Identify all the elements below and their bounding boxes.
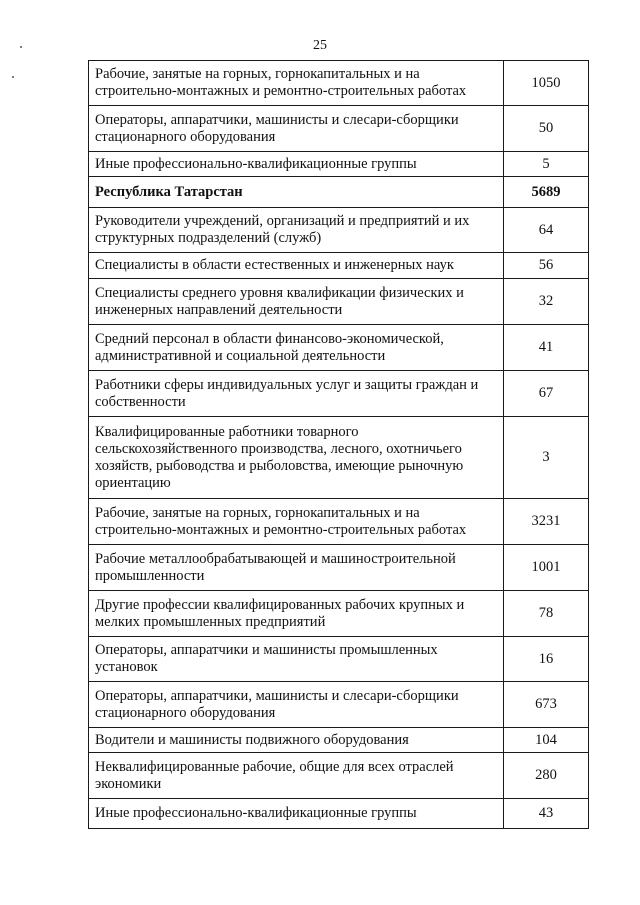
count-cell: 16 [504,637,589,682]
count-cell: 67 [504,371,589,417]
count-cell: 78 [504,591,589,637]
table-row [89,325,589,371]
count-cell: 1001 [504,545,589,591]
table-row [89,728,589,753]
table-row [89,152,589,177]
table-row [89,753,589,799]
count-cell: 64 [504,208,589,253]
occupation-group-cell: Средний персонал в области финансово-экономической, административной и социальной деятельности [89,325,504,371]
table-row [89,417,589,499]
occupation-group-cell: Специалисты в области естественных и инженерных наук [89,253,504,279]
count-cell: 5689 [504,177,589,208]
occupation-group-cell: Республика Татарстан [89,177,504,208]
table-row [89,106,589,152]
table-row [89,545,589,591]
count-cell: 104 [504,728,589,753]
occupation-table [88,60,589,829]
occupation-group-cell: Иные профессионально-квалификационные группы [89,152,504,177]
table-row [89,279,589,325]
table-row [89,637,589,682]
table-row [89,371,589,417]
occupation-group-cell: Водители и машинисты подвижного оборудования [89,728,504,753]
count-cell: 43 [504,799,589,829]
occupation-group-cell: Неквалифицированные рабочие, общие для всех отраслей экономики [89,753,504,799]
table-row [89,61,589,106]
table-row [89,591,589,637]
count-cell: 5 [504,152,589,177]
count-cell: 56 [504,253,589,279]
region-total-row [89,177,589,208]
count-cell: 280 [504,753,589,799]
occupation-group-cell: Работники сферы индивидуальных услуг и защиты граждан и собственности [89,371,504,417]
count-cell: 673 [504,682,589,728]
count-cell: 3231 [504,499,589,545]
count-cell: 32 [504,279,589,325]
table-body [89,61,589,829]
table-row [89,799,589,829]
occupation-group-cell: Квалифицированные работники товарного сельскохозяйственного производства, лесного, охотничьего хозяйств, рыбоводства и рыболовства, имеющие рыночную ориентацию [89,417,504,499]
table-row [89,499,589,545]
occupation-group-cell: Рабочие металлообрабатывающей и машиностроительной промышленности [89,545,504,591]
table-row [89,682,589,728]
occupation-group-cell: Руководители учреждений, организаций и предприятий и их структурных подразделений (служб) [89,208,504,253]
count-cell: 41 [504,325,589,371]
count-cell: 1050 [504,61,589,106]
count-cell: 50 [504,106,589,152]
scan-speck [12,76,14,78]
occupation-group-cell: Рабочие, занятые на горных, горнокапитальных и на строительно-монтажных и ремонтно-строительных работах [89,499,504,545]
occupation-group-cell: Специалисты среднего уровня квалификации физических и инженерных направлений деятельности [89,279,504,325]
occupation-group-cell: Операторы, аппаратчики, машинисты и слесари-сборщики стационарного оборудования [89,682,504,728]
occupation-group-cell: Операторы, аппаратчики, машинисты и слесари-сборщики стационарного оборудования [89,106,504,152]
occupation-group-cell: Операторы, аппаратчики и машинисты промышленных установок [89,637,504,682]
occupation-group-cell: Другие профессии квалифицированных рабочих крупных и мелких промышленных предприятий [89,591,504,637]
scan-speck [20,46,22,48]
occupation-group-cell: Иные профессионально-квалификационные группы [89,799,504,829]
occupation-group-cell: Рабочие, занятые на горных, горнокапитальных и на строительно-монтажных и ремонтно-строительных работах [89,61,504,106]
table-row [89,208,589,253]
table-row [89,253,589,279]
count-cell: 3 [504,417,589,499]
page-number: 25 [313,38,327,53]
